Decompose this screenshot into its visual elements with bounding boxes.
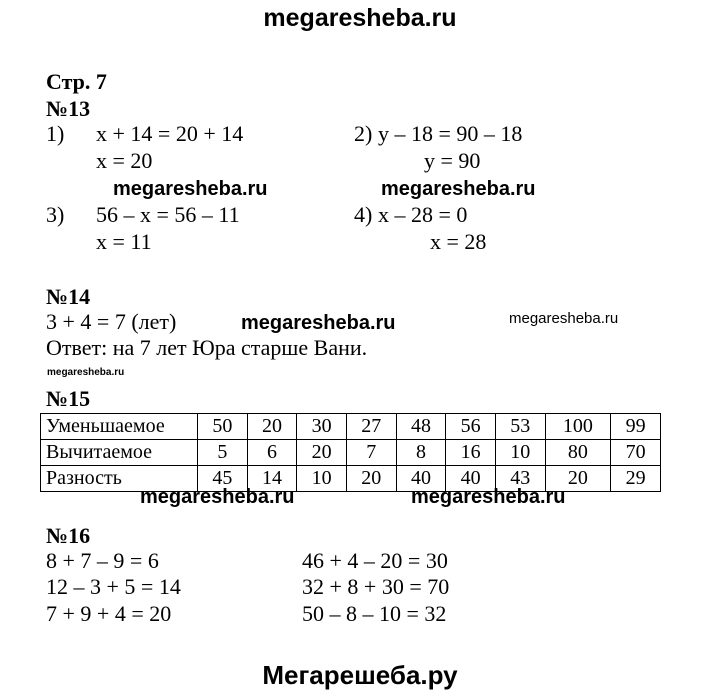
task13-part1-equation: x + 14 = 20 + 14 [96, 121, 244, 146]
task13-part1-answer: x = 20 [96, 148, 153, 173]
watermark: megaresheba.ru [411, 486, 566, 508]
task13-part2-number: 2) [354, 121, 373, 146]
table-row [41, 466, 661, 492]
table-cell: 10 [297, 466, 347, 492]
task16-right-expression: 46 + 4 – 20 = 30 [302, 548, 448, 573]
table-cell: 70 [611, 440, 661, 466]
table-cell: 6 [247, 440, 297, 466]
table-cell: 14 [247, 466, 297, 492]
table-row [41, 414, 661, 440]
task15-table [40, 413, 661, 492]
task16-title: №16 [46, 523, 91, 548]
task13-part4-number: 4) [354, 202, 373, 227]
task16-left-expression: 12 – 3 + 5 = 14 [46, 574, 181, 599]
table-cell: 27 [346, 414, 396, 440]
row-label: Вычитаемое [41, 440, 198, 466]
watermark: megaresheba.ru [241, 312, 396, 334]
task13-part3-answer: x = 11 [96, 229, 152, 254]
table-cell: 56 [446, 414, 496, 440]
table-cell: 20 [297, 440, 347, 466]
task13-part2-equation: y – 18 = 90 – 18 [378, 121, 523, 146]
task13-part4-answer: x = 28 [430, 229, 487, 254]
task13-part3-equation: 56 – x = 56 – 11 [96, 202, 240, 227]
watermark: megaresheba.ru [47, 367, 125, 378]
task13-part4-equation: x – 28 = 0 [378, 202, 468, 227]
table-cell: 48 [396, 414, 446, 440]
task14-solution: 3 + 4 = 7 (лет) [46, 309, 177, 334]
table-cell: 7 [346, 440, 396, 466]
table-cell: 8 [396, 440, 446, 466]
site-header: megaresheba.ru [263, 4, 457, 32]
row-label: Разность [41, 466, 198, 492]
task14-title: №14 [46, 284, 91, 309]
table-cell: 50 [198, 414, 248, 440]
table-cell: 10 [495, 440, 545, 466]
task13-title: №13 [46, 96, 91, 121]
table-cell: 40 [396, 466, 446, 492]
task15-title: №15 [46, 386, 91, 411]
task16-right-expression: 32 + 8 + 30 = 70 [302, 574, 450, 599]
watermark: megaresheba.ru [509, 310, 619, 327]
table-cell: 80 [545, 440, 611, 466]
page-label: Стр. 7 [46, 69, 107, 94]
task14-answer: Ответ: на 7 лет Юра старше Вани. [46, 335, 368, 360]
task13-part3-number: 3) [46, 202, 65, 227]
table-cell: 20 [346, 466, 396, 492]
task16-left-expression: 7 + 9 + 4 = 20 [46, 601, 172, 626]
task13-part2-answer: y = 90 [424, 148, 481, 173]
row-label: Уменьшаемое [41, 414, 198, 440]
site-footer: Мегарешеба.ру [262, 660, 458, 690]
watermark: megaresheba.ru [113, 178, 268, 200]
table-cell: 45 [198, 466, 248, 492]
task16-left-expression: 8 + 7 – 9 = 6 [46, 548, 159, 573]
table-cell: 53 [495, 414, 545, 440]
watermark: megaresheba.ru [381, 178, 536, 200]
table-cell: 43 [495, 466, 545, 492]
table-row [41, 440, 661, 466]
table-cell: 99 [611, 414, 661, 440]
table-cell: 20 [247, 414, 297, 440]
task13-part1-number: 1) [46, 121, 65, 146]
table-cell: 5 [198, 440, 248, 466]
table-cell: 20 [545, 466, 611, 492]
task16-right-expression: 50 – 8 – 10 = 32 [302, 601, 447, 626]
table-cell: 40 [446, 466, 496, 492]
table-cell: 30 [297, 414, 347, 440]
table-cell: 29 [611, 466, 661, 492]
watermark: megaresheba.ru [140, 486, 295, 508]
table-cell: 16 [446, 440, 496, 466]
table-cell: 100 [545, 414, 611, 440]
